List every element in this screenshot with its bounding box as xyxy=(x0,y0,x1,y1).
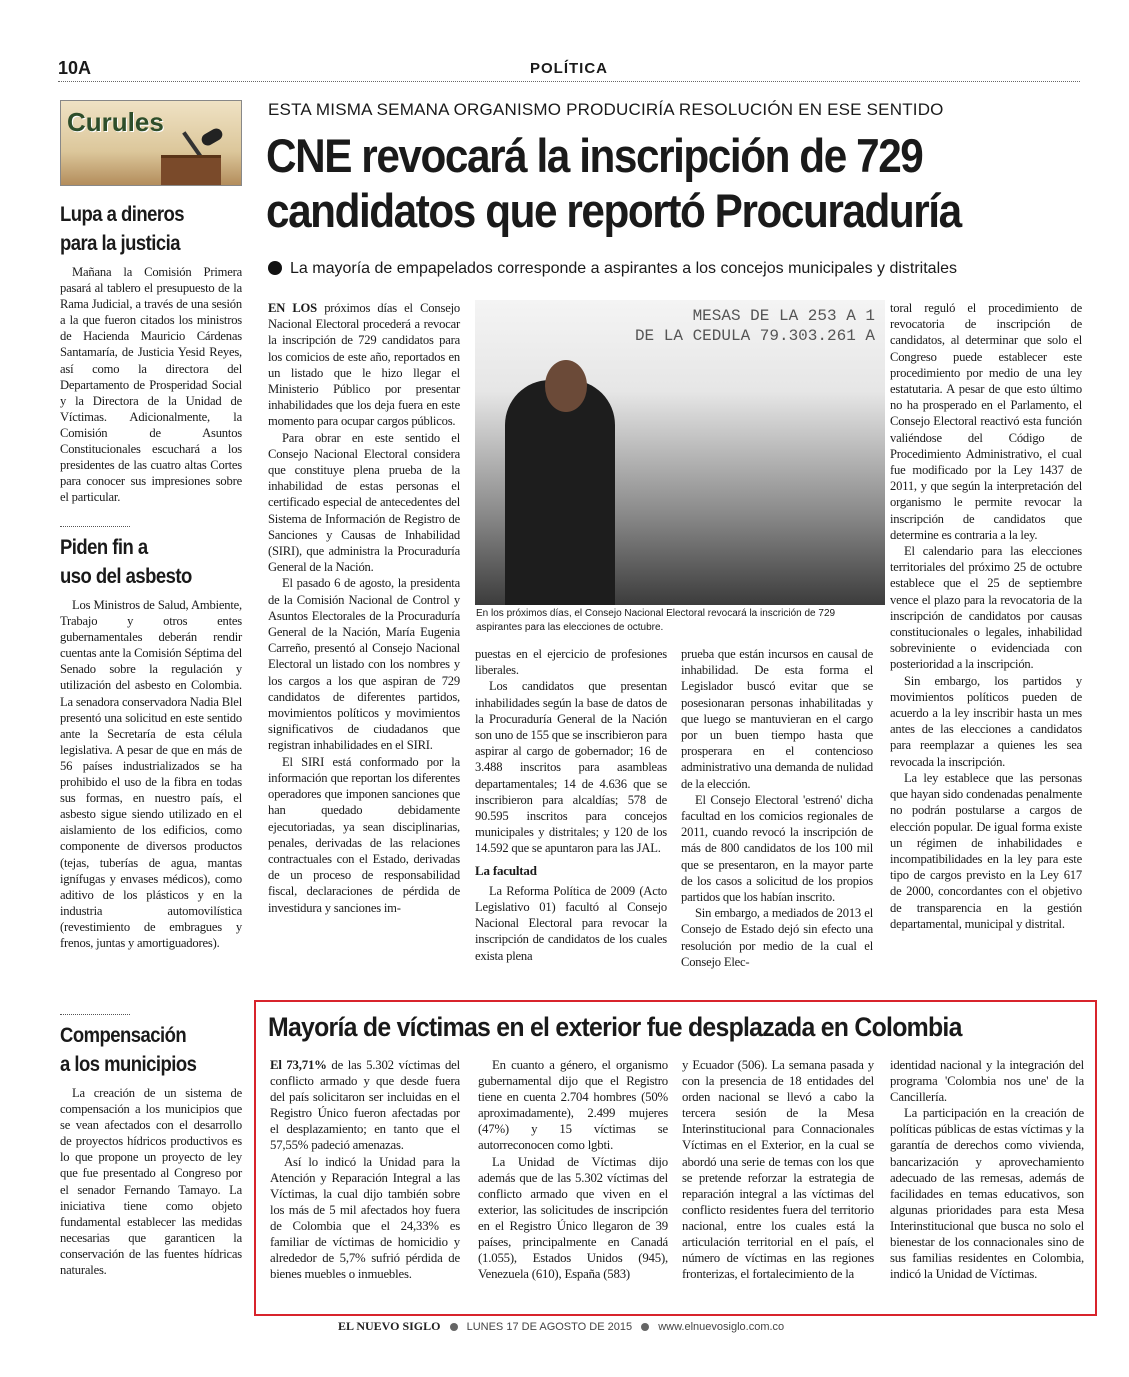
boxed-column-2 xyxy=(478,1057,668,1282)
paragraph: identidad nacional y la integración del programa 'Colombia nos une' de la Cancillería. xyxy=(890,1058,1084,1105)
paragraph: Los candidatos que presentan inhabilidades según la base de datos de la Procuraduría General de la Nación son uno de 155 que se inscribieron para aspirar al cargo de gobernador; 16 de 3.488 inscritos para asambleas departamentales; 14 de 4.636 que se inscribieron para alcaldías; 578 de 90.595 inscritos para concejos municipales y distritales; y 120 de los 14.592 que se apuntaron para las JAL. xyxy=(475,679,667,856)
paragraph: prueba que están incursos en causal de inhabilidad. De esta forma el Legislador buscó evitar que se posesionaran personas inhabilitadas y que luego se mantuvieran en el cargo por un buen tiempo hasta que prosperara en el contencioso administrativo una demanda de nulidad de la elección. xyxy=(681,647,873,791)
footer-date: LUNES 17 DE AGOSTO DE 2015 xyxy=(466,1321,633,1333)
boxed-headline: Mayoría de víctimas en el exterior fue desplazada en Colombia xyxy=(268,1012,962,1042)
divider xyxy=(60,1014,130,1015)
header-rule xyxy=(58,81,1080,82)
brief-text: La creación de un sistema de compensación a los municipios que se vean afectados con el desarrollo de proyectos hídricos productivos es lo que propone un proyecto de ley que fue presentado al Congreso por el senador Fernando Tamayo. La iniciativa tiene como objeto fundamental establecer las medidas necesarias que garanticen la conservación de las fuentes hídricas naturales. xyxy=(60,1086,242,1278)
boxed-column-4 xyxy=(890,1057,1084,1282)
brief-title: para la justicia xyxy=(60,232,180,255)
photo-person xyxy=(505,380,615,605)
subheading: La facultad xyxy=(475,862,537,878)
photo-person-head xyxy=(545,360,587,412)
photo-sign: MESAS DE LA 253 A 1 DE LA CEDULA 79.303.261 A xyxy=(634,307,875,345)
article-subhead: La mayoría de empapelados corresponde a aspirantes a los concejos municipales y distritales xyxy=(268,260,957,278)
article-column-3 xyxy=(681,646,873,970)
paragraph: Así lo indicó la Unidad para la Atención y Reparación Integral a las Víctimas, la cual dijo también sobre los más de 5 mil afectados hoy fuera de Colombia que el 24,33% es familiar de víctimas de homicidio y alrededor de 5,7% sufrió pérdida de bienes muebles o inmuebles. xyxy=(270,1154,460,1282)
brief-justicia xyxy=(60,200,242,505)
article-column-2 xyxy=(475,646,667,964)
article-headline xyxy=(266,128,1004,238)
curules-banner xyxy=(60,100,242,186)
article-kicker: ESTA MISMA SEMANA ORGANISMO PRODUCIRÍA RESOLUCIÓN EN ESE SENTIDO xyxy=(268,100,944,119)
paragraph: EN LOS próximos días el Consejo Nacional Electoral procederá a revocar la inscripción de 729 candidatos para los comicios de este año, reportados en un listado que le hizo llegar el Ministerio Público por presentar inhabilidades que los deja fuera en este momento para ocupar cargos públicos. xyxy=(268,301,460,429)
brief-title: Compensación xyxy=(60,1024,187,1047)
paragraph: puestas en el ejercicio de profesiones liberales. xyxy=(475,647,667,678)
paragraph: Sin embargo, los partidos y movimientos políticos pueden de acuerdo a la ley inscribir hasta un mes antes de las elecciones a candidatos para reemplazar a quienes les sea revocada la inscripción. xyxy=(890,673,1082,769)
paragraph: El 73,71% de las 5.302 víctimas del conflicto armado y que desde fuera del país solicitaron ser incluidas en el Registro Único fueron afectadas por el desplazamiento; en tanto que el 57,55% padeció amenazas. xyxy=(270,1058,460,1153)
left-column xyxy=(60,100,242,1300)
paragraph: En cuanto a género, el organismo gubernamental dijo que el Registro tiene en cuenta 2.704 hombres (50% aproximadamente), 2.499 mujeres (47%) y 15 víctimas se autorreconocen como lgbti. xyxy=(478,1058,668,1153)
paragraph: y Ecuador (506). La semana pasada y con la presencia de 18 entidades del orden nacional se llevó a cabo la tercera sesión de la Mesa Interinstitucional para Connacionales Víctimas en el Exterior, en la cual se abordó una serie de temas con los que se pretende reforzar la estrategia de reparación integral a las víctimas del conflicto residentes fuera del territorio nacional, entre los cuales está la articulación territorial en el país, el número de víctimas en las regiones fronterizas, el fortalecimiento de la xyxy=(682,1058,874,1282)
separator-dot-icon xyxy=(450,1323,458,1331)
page-number: 10A xyxy=(58,58,92,78)
newspaper-logo: EL NUEVO SIGLO xyxy=(338,1319,441,1333)
brief-text: Mañana la Comisión Primera pasará al tablero el presupuesto de la Rama Judicial, a través de una sesión a la que fueron citados los ministros de Hacienda Mauricio Cárdenas Santamaría, de Justicia Yesid Reyes, así como la directora del Departamento de Prosperidad Social y la Directora de la Unidad de Víctimas. Adicionalmente, la Comisión de Asuntos Constitucionales escuchará a los presidentes de las cuatro altas Cortes para conocer sus impresiones sobre el particular. xyxy=(60,265,242,505)
paragraph: El pasado 6 de agosto, la presidenta de la Comisión Nacional de Control y Asuntos Electorales de la Procuraduría General de la Nación, María Eugenia Carreño, presentó al Consejo Nacional Electoral un listado con los nombres y los cargos a los que aspiran de 729 candidatos de diferentes partidos, movimientos políticos y movimientos significativos de ciudadanos que registran inhabilidades en el SIRI. xyxy=(268,576,460,753)
boxed-column-3 xyxy=(682,1057,874,1282)
brief-title: uso del asbesto xyxy=(60,565,192,588)
bullet-icon xyxy=(268,261,282,275)
brief-text: Los Ministros de Salud, Ambiente, Trabajo y otros entes gubernamentales deberán rendir cuentas ante la Comisión Séptima del Senado sobre la regulación y utilización del asbesto en Colombia. La senadora conservadora Nadia Blel presentó una solicitud en este sentido ante la Secretaría de esta célula legislativa. A pesar de que en más de 56 países industrializados se ha prohibido el uso de la fibra en todas sus formas, en nuestro país, el asbesto sigue siendo utilizado en el aislamiento de los edificios, como componente de diversos productos (tejas, tuberías de agua, mantas ignífugas y envases médicos), como aditivo de los plásticos y en la industria automovilística (revestimiento de embragues y frenos, juntas y amortiguadores). xyxy=(60,598,243,950)
curules-label: Curules xyxy=(67,107,164,137)
divider xyxy=(60,526,130,527)
section-name: POLÍTICA xyxy=(530,60,608,77)
paragraph: El calendario para las elecciones territoriales del próximo 25 de octubre establece que el 25 de septiembre vence el plazo para la revocatoria de la inscripción de candidatos por causas constitucionales o legales, inhabilidad sobreviniente o evidenciada con posterioridad a la inscripción. xyxy=(890,544,1082,672)
brief-title: Lupa a dineros xyxy=(60,203,185,226)
article-column-1 xyxy=(268,300,460,916)
page-footer xyxy=(338,1319,784,1334)
paragraph: El Consejo Electoral 'estrenó' dicha facultad en los comicios regionales de 2011, cuando revocó la inscripción de más de 800 candidatos de los 100 mil que se presentaron, en la mayor parte de los casos a solicitud de los propios partidos que los habían inscrito. xyxy=(681,792,873,905)
paragraph: La participación en la creación de políticas públicas de estas víctimas y la garantía de derechos como vivienda, bancarización y aprovechamiento adecuado de las remesas, además de facilidades en temas educativos, son algunas prioridades para esta Mesa Interinstitucional que busca no solo el bienestar de los connacionales sino de sus familias residentes en Colombia, indicó la Unidad de Víctimas. xyxy=(890,1106,1084,1282)
headline-line-1: CNE revocará la inscripción de 729 xyxy=(266,129,923,182)
footer-url[interactable]: www.elnuevosiglo.com.co xyxy=(658,1321,785,1333)
separator-dot-icon xyxy=(641,1323,649,1331)
brief-title: a los municipios xyxy=(60,1053,197,1076)
boxed-article xyxy=(254,1000,1097,1316)
paragraph: toral reguló el procedimiento de revocatoria de inscripción de candidatos, al determinar que solo el Congreso puede establecer este procedimiento por medio de una ley estatutaria. A pesar de que esto último no ha prosperado en el Parlamento, el Consejo Electoral reactivó esta función valiéndose del Código de Procedimiento Administrativo, el cual fue modificado por la Ley 1437 de 2011, y que según la interpretación del organismo le permite revocar la inscripción de candidatos que determine es contraria a la ley. xyxy=(890,301,1082,542)
microphone-head-icon xyxy=(199,126,224,147)
podium-icon xyxy=(161,155,221,185)
brief-compensacion xyxy=(60,1014,242,1278)
paragraph: La ley establece que las personas que hayan sido condenadas penalmente no podrán postularse a cargos de elección popular. De igual forma existe un régimen de inhabilidades e incompatibilidades en la ley para este tipo de cargos previsto en la Ley 617 de 2000, concordantes con el objetivo de transparencia en la gestión departamental, municipal y distrital. xyxy=(890,770,1082,931)
paragraph: Para obrar en este sentido el Consejo Nacional Electoral considera que constituye plena prueba de la inhabilidad de estas personas el certificado especial de antecedentes del Sistema de Información de Registro de Sanciones y Causas de Inhabilidad (SIRI), que administra la Procuraduría General de la Nación. xyxy=(268,430,460,575)
paragraph: El SIRI está conformado por la información que reportan los diferentes operadores que imponen sanciones que han quedado debidamente ejecutoriadas, ya sean disciplinarias, penales, derivadas de las relaciones contractuales con el Estado, derivadas de un proceso de responsabilidad fiscal, declaraciones de pérdida de investidura y sanciones im- xyxy=(268,754,460,915)
page-header xyxy=(58,58,1080,82)
paragraph: Sin embargo, a mediados de 2013 el Consejo de Estado dejó sin efecto una resolución por medio de la cual el Consejo Elec- xyxy=(681,906,873,969)
paragraph: La Unidad de Víctimas dijo además que de las 5.302 víctimas del conflicto armado que viven en el exterior, las solicitudes de inscripción en el Registro Único llegaron de 39 países, principalmente en Canadá (1.055), Estados Unidos (945), Venezuela (610), España (583) xyxy=(478,1154,668,1282)
photo-caption: En los próximos días, el Consejo Nacional Electoral revocará la inscrición de 729 aspirantes para las elecciones de octubre. xyxy=(476,608,836,633)
brief-title: Piden fin a xyxy=(60,536,148,559)
headline-line-2: candidatos que reportó Procuraduría xyxy=(266,184,961,237)
article-column-4 xyxy=(890,300,1082,932)
boxed-column-1 xyxy=(270,1057,460,1282)
paragraph: La Reforma Política de 2009 (Acto Legislativo 01) facultó al Consejo Nacional Electoral para revocar la inscripción de candidatos de los cuales exista plena xyxy=(475,883,667,963)
article-photo xyxy=(475,300,885,605)
brief-asbesto xyxy=(60,526,242,951)
